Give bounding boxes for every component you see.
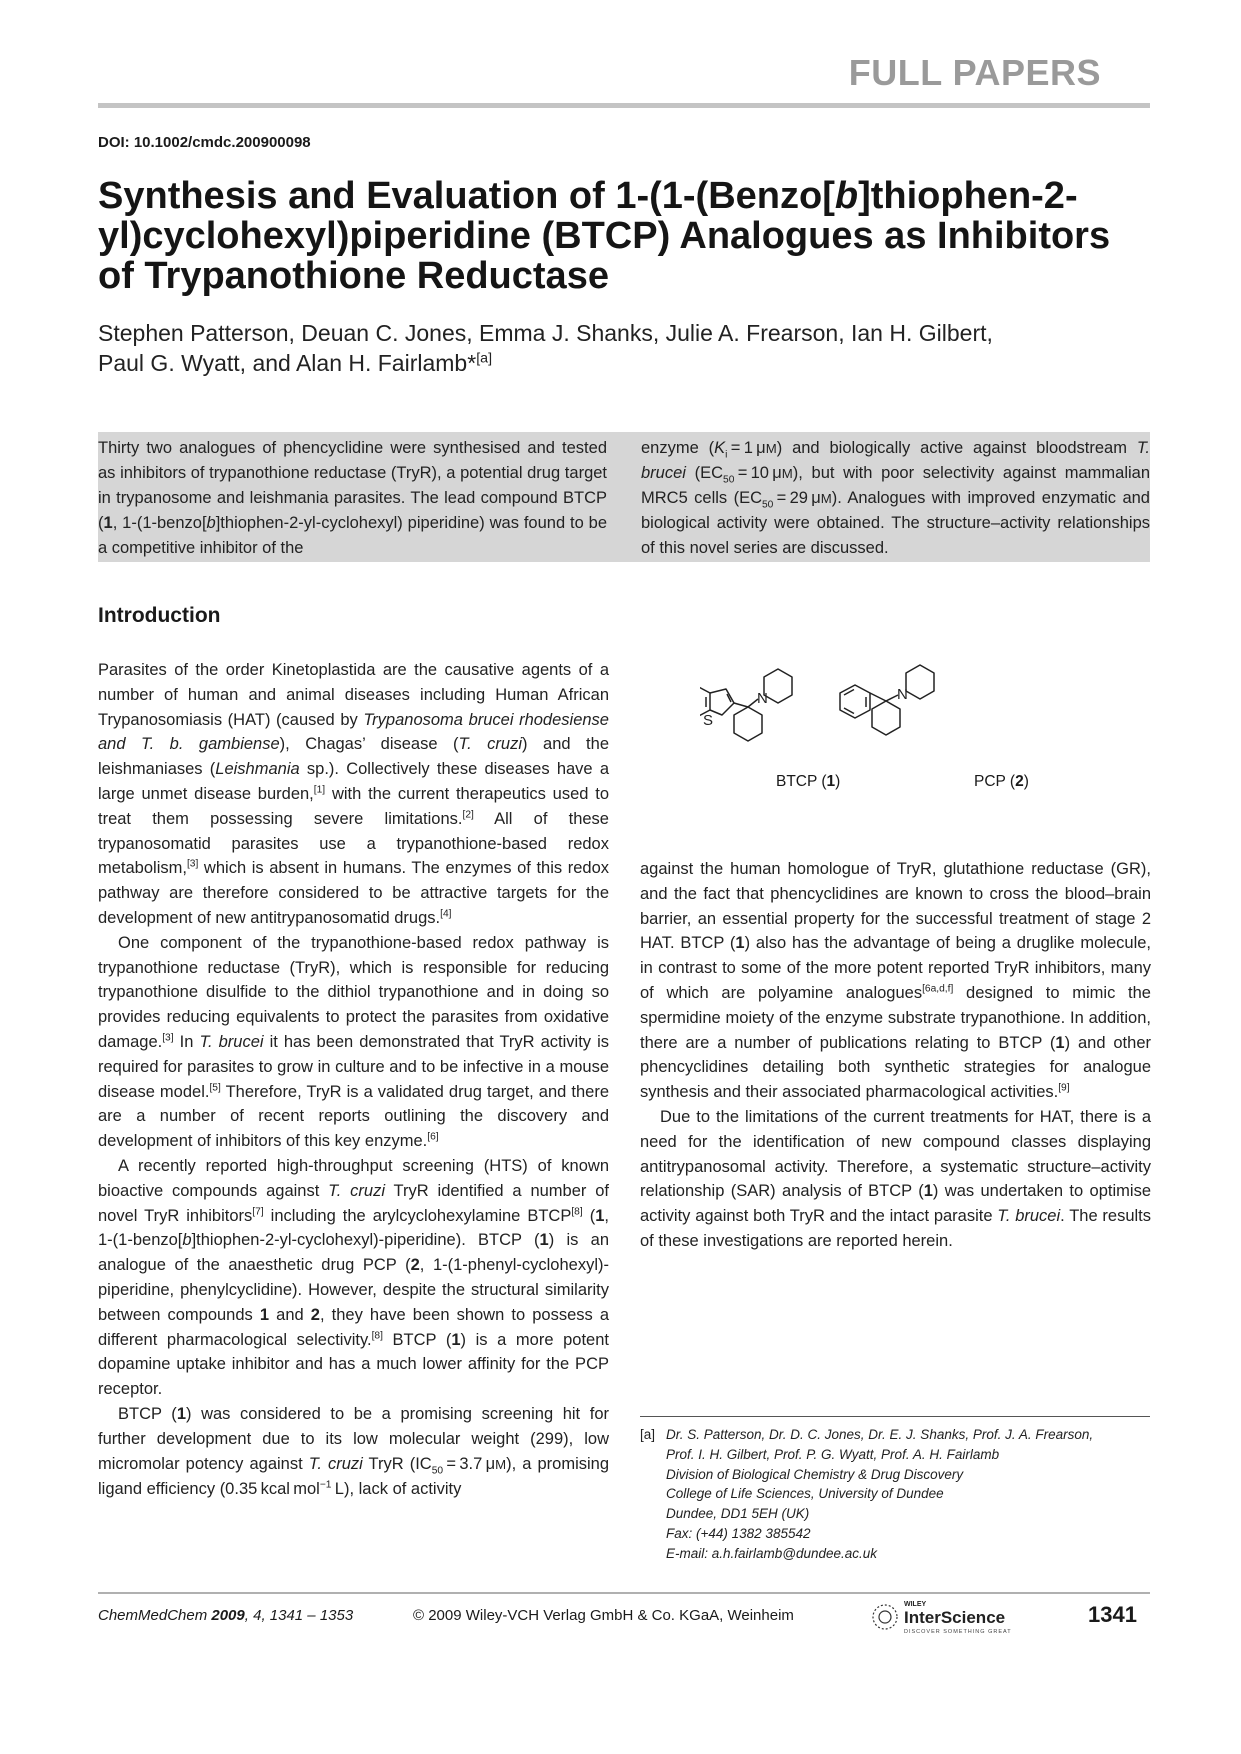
compound-label-btcp: BTCP (1)	[776, 773, 841, 790]
left-text-column	[98, 658, 609, 1502]
footnote-line: College of Life Sciences, University of Dundee	[666, 1486, 944, 1502]
article-title	[98, 176, 1138, 296]
footnote-line: Division of Biological Chemistry & Drug Discovery	[666, 1466, 964, 1482]
right-text-column	[640, 857, 1151, 1254]
interscience-logo-icon	[868, 1597, 1048, 1637]
footnote-body	[666, 1425, 1150, 1564]
title-part-1: Synthesis and Evaluation of 1-(1-(Benzo[b]thiophen-2-	[98, 175, 1078, 217]
abstract-box	[98, 432, 1150, 562]
paragraph: Due to the limitations of the current treatments for HAT, there is a need for the identification of new compound classes displaying antitrypanosomal activity. Therefore, a systematic structure–activity relationship (SAR) analysis of BTCP (1) was undertaken to optimise activity against both TryR and the intact parasite T. brucei. The results of these investigations are reported herein.	[640, 1107, 1151, 1250]
footnote-line: Fax: (+44) 1382 385542	[666, 1525, 811, 1541]
footnote-rule	[640, 1416, 1150, 1417]
journal-citation: ChemMedChem 2009, 4, 1341 – 1353	[98, 1607, 354, 1624]
logo-brand-text: InterScience	[904, 1608, 1006, 1627]
title-part-2: yl)cyclohexyl)piperidine (BTCP) Analogues as Inhibitors	[98, 215, 1111, 257]
pcp-benzene-double-bonds	[844, 690, 866, 714]
abstract-right-column: enzyme ($K_i = 1$ μM) and biologically active against bloodstream T. brucei ($EC_{50} = 10$ μM), but with poor selectivity against mammalian MRC5 cells ($EC_{50} = 29$ μM). Analogues with improved enzymatic and biological activity were obtained. The structure–activity relationships of this novel series are discussed.	[641, 439, 1151, 557]
btcp-bond-to-quaternary	[734, 703, 748, 707]
interscience-logo	[868, 1597, 1048, 1637]
paragraph: Parasites of the order Kinetoplastida are the causative agents of a number of human and animal diseases including Human African Trypanosomiasis (HAT) (caused by Trypanosoma brucei rhodesiense and T. b. gambiense), Chagas’ disease (T. cruzi) and the leishmaniases (Leishmania sp.). Collectively these diseases have a large unmet disease burden,[1] with the current therapeutics used to treat them possessing severe limitations.[2] All of these trypanosomatid parasites use a trypanothione-based redox metabolism,[3] which is absent in humans. The enzymes of this redox pathway are therefore considered to be attractive targets for the development of new antitrypanosomatid drugs.[4]	[98, 661, 609, 927]
footnote-line: E-mail: a.h.fairlamb@dundee.ac.uk	[666, 1545, 878, 1561]
btcp-benzene-double-bonds	[700, 690, 706, 714]
paragraph: One component of the trypanothione-based redox pathway is trypanothione reductase (TryR), which is responsible for reducing trypanothione disulfide to the dithiol trypanothione and in doing so provides reducing equivalents to protect the parasites from oxidative damage.[3] In T. brucei it has been demonstrated that TryR activity is required for parasites to grow in culture and to be infective in a mouse disease model.[5] Therefore, TryR is a validated drug target, and there are a number of recent reports outlining the discovery and development of inhibitors of this key enzyme.[6]	[98, 933, 609, 1151]
footnote-line: Dundee, DD1 5EH (UK)	[666, 1506, 810, 1522]
footer-rule	[98, 1592, 1150, 1594]
btcp-cyclohexane-ring	[734, 707, 762, 741]
paragraph: against the human homologue of TryR, glutathione reductase (GR), and the fact that phencyclidines are known to cross the blood–brain barrier, an essential property for the successful treatment of stage 2 HAT. BTCP (1) also has the advantage of being a druglike molecule, in contrast to some of the more potent reported TryR inhibitors, many of which are polyamine analogues[6a,d,f] designed to mimic the spermidine moiety of the enzyme substrate trypanothione. In addition, there are a number of publications relating to BTCP (1) and other phencyclidines detailing both synthetic strategies for analogue synthesis and their associated pharmacological activities.[9]	[640, 860, 1151, 1102]
pcp-nitrogen-atom-label: N	[897, 686, 908, 703]
footnote-marker: [a]	[640, 1427, 656, 1442]
pcp-piperidine-ring	[906, 665, 934, 699]
paragraph: A recently reported high-throughput screening (HTS) of known bioactive compounds against T. cruzi TryR identified a number of novel TryR inhibitors[7] including the arylcyclohexylamine BTCP[8] (1, 1-(1-benzo[b]thiophen-2-yl-cyclohexyl)-piperidine). BTCP (1) is an analogue of the anaesthetic drug PCP (2, 1-(1-phenyl-cyclohexyl)-piperidine, phenylcyclidine). However, despite the structural similarity between compounds 1 and 2, they have been shown to possess a different pharmacological selectivity.[8] BTCP (1) is a more potent dopamine uptake inhibitor and has a much lower affinity for the PCP receptor.	[98, 1156, 610, 1399]
btcp-nitrogen-atom-label: N	[757, 690, 768, 707]
btcp-sulfur-atom-label: S	[703, 712, 714, 729]
title-part-3: of Trypanothione Reductase	[98, 255, 609, 297]
section-heading-introduction: Introduction	[98, 604, 221, 627]
footnote-line: Prof. I. H. Gilbert, Prof. P. G. Wyatt, Prof. A. H. Fairlamb	[666, 1446, 1000, 1462]
logo-tagline-text: DISCOVER SOMETHING GREAT	[904, 1629, 1012, 1635]
paragraph: BTCP (1) was considered to be a promising screening hit for further development due to its low molecular weight (299), low micromolar potency against T. cruzi TryR ($IC_{50} = 3.7$ μM), a promising ligand efficiency (0.35 kcal mol$^{-1}$ L), lack of activity	[98, 1404, 609, 1499]
compound-label-pcp: PCP (2)	[974, 773, 1029, 790]
pcp-bond-to-quaternary	[870, 693, 886, 701]
copyright-notice: © 2009 Wiley-VCH Verlag GmbH & Co. KGaA, Weinheim	[413, 1607, 794, 1624]
footnote-line: Dr. S. Patterson, Dr. D. C. Jones, Dr. E. J. Shanks, Prof. J. A. Frearson,	[666, 1427, 1094, 1442]
page-number: 1341	[1088, 1602, 1137, 1627]
chemical-structures-figure	[700, 655, 1100, 800]
section-label: FULL PAPERS	[848, 52, 1101, 93]
logo-wiley-text: WILEY	[904, 1601, 927, 1608]
header-rule	[98, 103, 1150, 108]
btcp-piperidine-ring	[764, 669, 792, 703]
author-list: Stephen Patterson, Deuan C. Jones, Emma J. Shanks, Julie A. Frearson, Ian H. Gilbert, Paul G. Wyatt, and Alan H. Fairlamb*[a]	[98, 320, 993, 376]
pcp-cyclohexane-ring	[872, 701, 900, 735]
doi: DOI: 10.1002/cmdc.200900098	[98, 134, 311, 151]
structure-drawing	[700, 655, 1100, 770]
abstract-left-column: Thirty two analogues of phencyclidine were synthesised and tested as inhibitors of trypanothione reductase (TryR), a potential drug target in trypanosome and leishmania parasites. The lead compound BTCP (1, 1-(1-benzo[b]thiophen-2-yl-cyclohexyl) piperidine) was found to be a competitive inhibitor of the	[98, 439, 607, 557]
